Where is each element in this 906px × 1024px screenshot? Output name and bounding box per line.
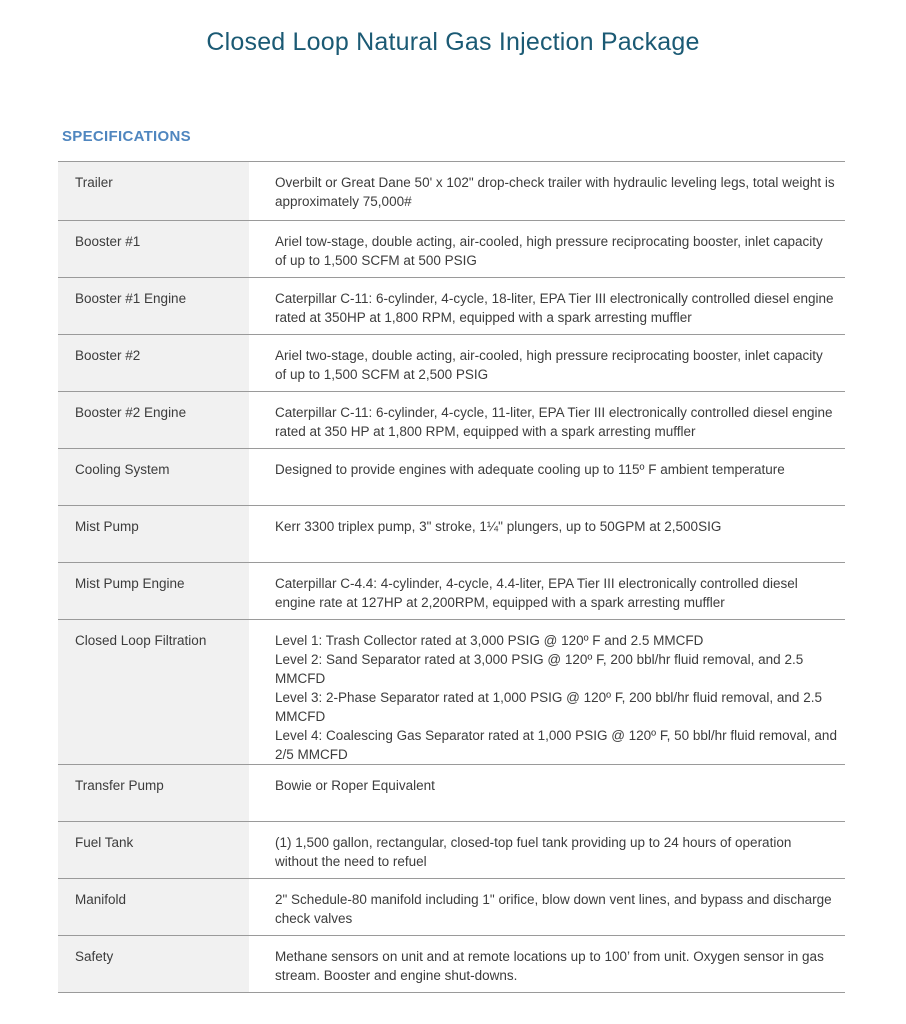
spec-label: Mist Pump [58,506,249,563]
spec-value-line: Caterpillar C-11: 6-cylinder, 4-cycle, 18-liter, EPA Tier III electronically controlled diesel engine rated at 350HP at 1,800 RPM, equipped with a spark arresting muffler [275,291,834,325]
spec-value-line: Methane sensors on unit and at remote locations up to 100’ from unit. Oxygen sensor in gas stream. Booster and engine shut-downs. [275,949,824,983]
spec-value [249,221,845,278]
spec-value-line: (1) 1,500 gallon, rectangular, closed-top fuel tank providing up to 24 hours of operation without the need to refuel [275,835,792,869]
spec-value-line: Designed to provide engines with adequate cooling up to 115º F ambient temperature [275,462,785,477]
spec-row [58,221,845,278]
spec-value [249,563,845,620]
spec-label: Mist Pump Engine [58,563,249,620]
spec-label: Manifold [58,879,249,936]
spec-value [249,822,845,879]
spec-label: Booster #1 Engine [58,278,249,335]
spec-label: Booster #2 Engine [58,392,249,449]
spec-value-line: Level 4: Coalescing Gas Separator rated at 1,000 PSIG @ 120º F, 50 bbl/hr fluid removal, and 2/5 MMCFD [275,728,837,762]
spec-label: Transfer Pump [58,765,249,822]
spec-value-line: Ariel two-stage, double acting, air-cooled, high pressure reciprocating booster, inlet capacity of up to 1,500 SCFM at 2,500 PSIG [275,348,823,382]
spec-value [249,765,845,822]
spec-value [249,335,845,392]
spec-label: Booster #2 [58,335,249,392]
spec-row [58,879,845,936]
spec-value-line: Ariel tow-stage, double acting, air-cooled, high pressure reciprocating booster, inlet capacity of up to 1,500 SCFM at 500 PSIG [275,234,823,268]
spec-row [58,162,845,221]
spec-row [58,506,845,563]
spec-value-line: Bowie or Roper Equivalent [275,778,435,793]
spec-value [249,620,845,765]
spec-label: Closed Loop Filtration [58,620,249,765]
spec-value-line: Level 2: Sand Separator rated at 3,000 PSIG @ 120º F, 200 bbl/hr fluid removal, and 2.5 MMCFD [275,652,804,686]
spec-value-line: Kerr 3300 triplex pump, 3" stroke, 1¼" plungers, up to 50GPM at 2,500SIG [275,519,722,534]
spec-label: Cooling System [58,449,249,506]
page-title: Closed Loop Natural Gas Injection Package [206,28,700,56]
spec-row [58,822,845,879]
spec-value-line: Caterpillar C-11: 6-cylinder, 4-cycle, 11-liter, EPA Tier III electronically controlled diesel engine rated at 350 HP at 1,800 RPM, equipped with a spark arresting muffler [275,405,833,439]
spec-label: Booster #1 [58,221,249,278]
spec-label: Fuel Tank [58,822,249,879]
spec-label: Trailer [58,162,249,221]
spec-row [58,449,845,506]
spec-row [58,620,845,765]
spec-value [249,879,845,936]
spec-value [249,936,845,993]
specifications-table-body [58,162,845,993]
spec-value-line: 2" Schedule-80 manifold including 1" orifice, blow down vent lines, and bypass and discharge check valves [275,892,832,926]
section-heading: SPECIFICATIONS [62,128,191,145]
spec-value-line: Level 3: 2-Phase Separator rated at 1,000 PSIG @ 120º F, 200 bbl/hr fluid removal, and 2.5 MMCFD [275,690,822,724]
spec-value-line: Level 1: Trash Collector rated at 3,000 PSIG @ 120º F and 2.5 MMCFD [275,633,704,648]
spec-value [249,506,845,563]
spec-value [249,392,845,449]
spec-row [58,563,845,620]
spec-value [249,278,845,335]
spec-value [249,162,845,221]
spec-row [58,392,845,449]
spec-row [58,335,845,392]
spec-row [58,765,845,822]
spec-value-line: Overbilt or Great Dane 50' x 102" drop-check trailer with hydraulic leveling legs, total weight is approximately 75,000# [275,175,835,209]
specifications-table [58,161,845,993]
spec-value [249,449,845,506]
spec-row [58,278,845,335]
spec-row [58,936,845,993]
spec-label: Safety [58,936,249,993]
spec-value-line: Caterpillar C-4.4: 4-cylinder, 4-cycle, 4.4-liter, EPA Tier III electronically controlled diesel engine rate at 127HP at 2,200RPM, equipped with a spark arresting muffler [275,576,798,610]
